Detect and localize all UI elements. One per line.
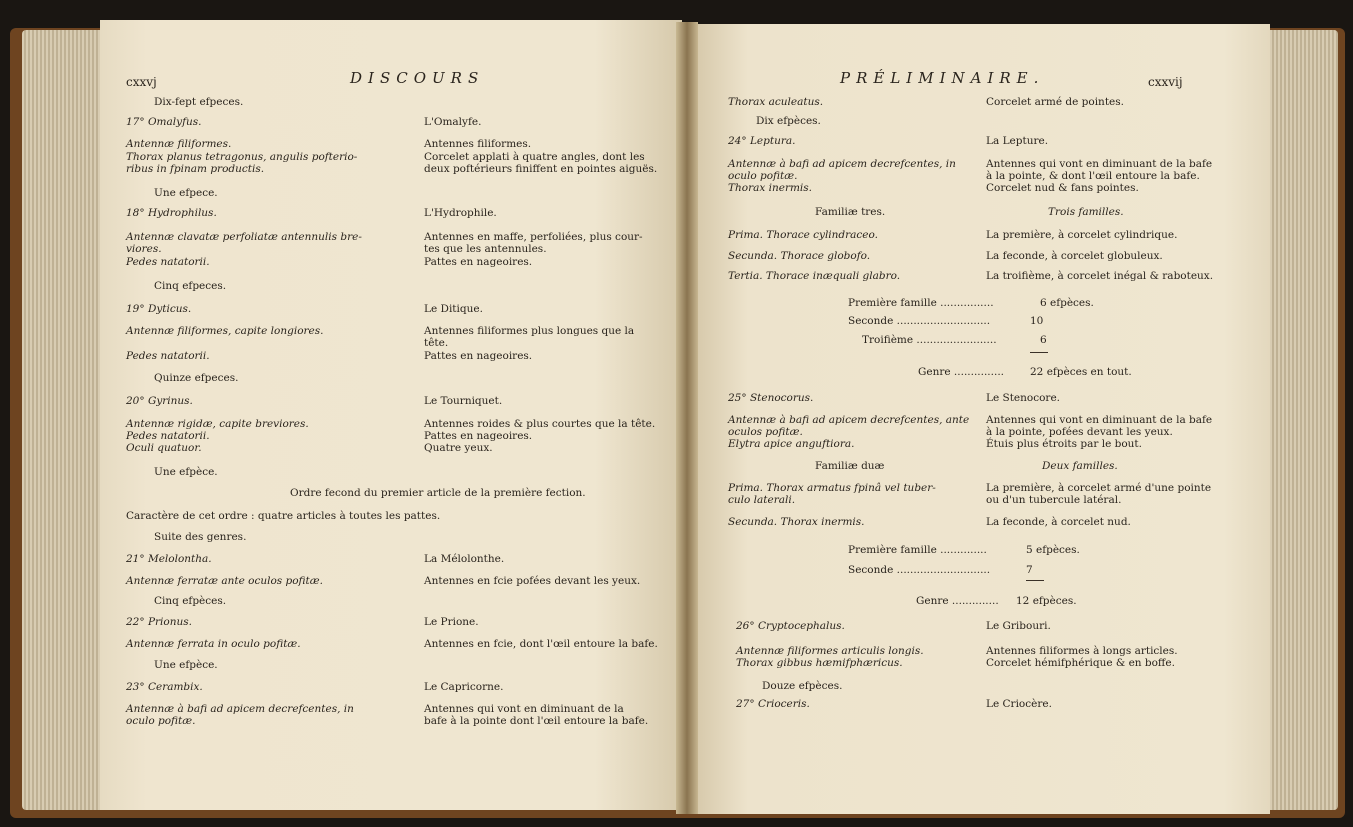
text-line: Corcelet nud & fans pointes. — [986, 182, 1139, 194]
text-line: Antennæ rigidæ, capite breviores. — [126, 418, 309, 430]
text-line: Antennes qui vont en diminuant de la bafe — [986, 158, 1213, 170]
text-line: Pattes en nageoires. — [424, 256, 533, 268]
text-line: Antennæ ferratæ ante oculos pofitæ. — [126, 575, 323, 587]
text-line: Une efpèce. — [154, 466, 218, 478]
text-line: L'Omalyfe. — [424, 116, 482, 128]
text-line: Troifième ........................ — [862, 334, 997, 346]
text-line: Seconde ............................ — [848, 564, 991, 576]
text-line: Antennes en maffe, perfoliées, plus cour- — [424, 231, 643, 243]
text-line: Prima. Thorace cylindraceo. — [728, 229, 878, 241]
text-line: Une efpèce. — [154, 659, 218, 671]
text-line: Antennæ filiformes articulis longis. — [736, 645, 924, 657]
sum-rule — [1026, 580, 1044, 581]
page-number-left: cxxvj — [126, 75, 157, 89]
text-line: 21° Melolontha. — [126, 553, 212, 565]
text-line: Pattes en nageoires. — [424, 430, 533, 442]
text-line: bafe à la pointe dont l'œil entoure la bafe. — [424, 715, 649, 727]
page-edges-left — [22, 30, 102, 810]
page-header-right: PRÉLIMINAIRE. — [840, 69, 1045, 87]
text-line: tête. — [424, 337, 449, 349]
page-header-left: DISCOURS — [350, 69, 485, 87]
text-line: Pattes en nageoires. — [424, 350, 533, 362]
text-line: Trois familles. — [1048, 206, 1124, 218]
text-line: Elytra apice anguftiora. — [728, 438, 855, 450]
text-line: Le Criocère. — [986, 698, 1052, 710]
text-line: Première famille .............. — [848, 544, 987, 556]
text-line: La troifième, à corcelet inégal & raboteux. — [986, 270, 1214, 282]
text-line: Pedes natatorii. — [126, 350, 210, 362]
text-line: 19° Dyticus. — [126, 303, 192, 315]
text-line: Thorax inermis. — [728, 182, 813, 194]
text-line: 27° Crioceris. — [736, 698, 810, 710]
text-line: Antennes roides & plus courtes que la tête. — [424, 418, 656, 430]
text-line: Première famille ................ — [848, 297, 994, 309]
book-gutter — [676, 22, 698, 814]
text-line: Prima. Thorax armatus fpinâ vel tuber- — [728, 482, 936, 494]
text-line: Corcelet armé de pointes. — [986, 96, 1124, 108]
text-line: Corcelet hémifphérique & en boffe. — [986, 657, 1175, 669]
text-line: Cinq efpeces. — [154, 280, 227, 292]
text-line: culo laterali. — [728, 494, 796, 506]
text-line: 23° Cerambix. — [126, 681, 203, 693]
text-line: Douze efpèces. — [762, 680, 843, 692]
text-line: La feconde, à corcelet globuleux. — [986, 250, 1163, 262]
text-line: Secunda. Thorace globofo. — [728, 250, 871, 262]
text-line: Antennes en fcie, dont l'œil entoure la bafe. — [424, 638, 658, 650]
text-line: Thorax aculeatus. — [728, 96, 824, 108]
text-line: oculo pofitæ. — [728, 170, 798, 182]
text-line: Deux familles. — [1042, 460, 1118, 472]
text-line: oculo pofitæ. — [126, 715, 196, 727]
text-line: Antennæ à bafi ad apicem decrefcentes, in — [126, 703, 354, 715]
text-line: Dix-fept efpeces. — [154, 96, 244, 108]
text-line: à la pointe, & dont l'œil entoure la bafe. — [986, 170, 1200, 182]
text-line: Thorax gibbus hæmifphæricus. — [736, 657, 903, 669]
text-line: Seconde ............................ — [848, 315, 991, 327]
text-line: Une efpece. — [154, 187, 218, 199]
text-line: Le Ditique. — [424, 303, 483, 315]
page-number-right: cxxvij — [1148, 75, 1183, 89]
text-line: La première, à corcelet cylindrique. — [986, 229, 1178, 241]
text-line: 10 — [1030, 315, 1044, 327]
text-line: Antennæ filiformes. — [126, 138, 232, 150]
text-line: Genre ............... — [918, 366, 1004, 378]
text-line: 22 efpèces en tout. — [1030, 366, 1132, 378]
text-line: 6 efpèces. — [1040, 297, 1094, 309]
text-line: Thorax planus tetragonus, angulis pofterio- — [126, 151, 358, 163]
text-line: 6 — [1040, 334, 1047, 346]
text-line: 7 — [1026, 564, 1033, 576]
text-line: 5 efpèces. — [1026, 544, 1080, 556]
text-line: L'Hydrophile. — [424, 207, 497, 219]
text-line: Quinze efpeces. — [154, 372, 239, 384]
text-line: Quatre yeux. — [424, 442, 493, 454]
text-line: 22° Prionus. — [126, 616, 192, 628]
text-line: 26° Cryptocephalus. — [736, 620, 845, 632]
text-line: 18° Hydrophilus. — [126, 207, 217, 219]
text-line: Le Prione. — [424, 616, 479, 628]
text-line: Caractère de cet ordre : quatre articles à toutes les pattes. — [126, 510, 441, 522]
text-line: 25° Stenocorus. — [728, 392, 814, 404]
text-line: Antennæ ferrata in oculo pofitæ. — [126, 638, 301, 650]
text-line: tes que les antennules. — [424, 243, 547, 255]
text-line: La Lepture. — [986, 135, 1049, 147]
text-line: Secunda. Thorax inermis. — [728, 516, 865, 528]
text-line: ou d'un tubercule latéral. — [986, 494, 1122, 506]
text-line: Antennes en fcie pofées devant les yeux. — [424, 575, 641, 587]
text-line: Familiæ tres. — [815, 206, 886, 218]
text-line: Le Capricorne. — [424, 681, 504, 693]
text-line: Tertia. Thorace inæquali glabro. — [728, 270, 901, 282]
text-line: Corcelet applati à quatre angles, dont les — [424, 151, 645, 163]
text-line: deux poftérieurs finiffent en pointes aiguës. — [424, 163, 658, 175]
text-line: Le Gribouri. — [986, 620, 1051, 632]
text-line: La Mélolonthe. — [424, 553, 505, 565]
text-line: La première, à corcelet armé d'une pointe — [986, 482, 1212, 494]
text-line: Antennes qui vont en diminuant de la bafe — [986, 414, 1213, 426]
text-line: 24° Leptura. — [728, 135, 796, 147]
text-line: Pedes natatorii. — [126, 256, 210, 268]
text-line: Oculi quatuor. — [126, 442, 202, 454]
text-line: Antennes qui vont en diminuant de la — [424, 703, 624, 715]
text-line: Antennæ à bafi ad apicem decrefcentes, ante — [728, 414, 970, 426]
text-line: viores. — [126, 243, 162, 255]
text-line: oculos pofitæ. — [728, 426, 803, 438]
text-line: Antennes filiformes. — [424, 138, 532, 150]
text-line: Le Tourniquet. — [424, 395, 503, 407]
text-line: Dix efpèces. — [756, 115, 821, 127]
text-line: Suite des genres. — [154, 531, 247, 543]
text-line: Cinq efpèces. — [154, 595, 227, 607]
text-line: 12 efpèces. — [1016, 595, 1077, 607]
text-line: Genre .............. — [916, 595, 999, 607]
text-line: 20° Gyrinus. — [126, 395, 193, 407]
page-edges-right — [1260, 30, 1338, 810]
text-line: Antennæ filiformes, capite longiores. — [126, 325, 324, 337]
text-line: Antennæ clavatæ perfoliatæ antennulis bre- — [126, 231, 362, 243]
sum-rule — [1030, 352, 1048, 353]
text-line: La feconde, à corcelet nud. — [986, 516, 1131, 528]
text-line: ribus in fpinam productis. — [126, 163, 265, 175]
text-line: à la pointe, pofées devant les yeux. — [986, 426, 1173, 438]
text-line: Antennæ à bafi ad apicem decrefcentes, in — [728, 158, 956, 170]
text-line: Antennes filiformes à longs articles. — [986, 645, 1178, 657]
text-line: 17° Omalyfus. — [126, 116, 202, 128]
text-line: Antennes filiformes plus longues que la — [424, 325, 635, 337]
text-line: Pedes natatorii. — [126, 430, 210, 442]
text-line: Familiæ duæ — [815, 460, 885, 472]
text-line: Ordre fecond du premier article de la première fection. — [290, 487, 586, 499]
text-line: Le Stenocore. — [986, 392, 1061, 404]
text-line: Étuis plus étroits par le bout. — [986, 438, 1142, 450]
